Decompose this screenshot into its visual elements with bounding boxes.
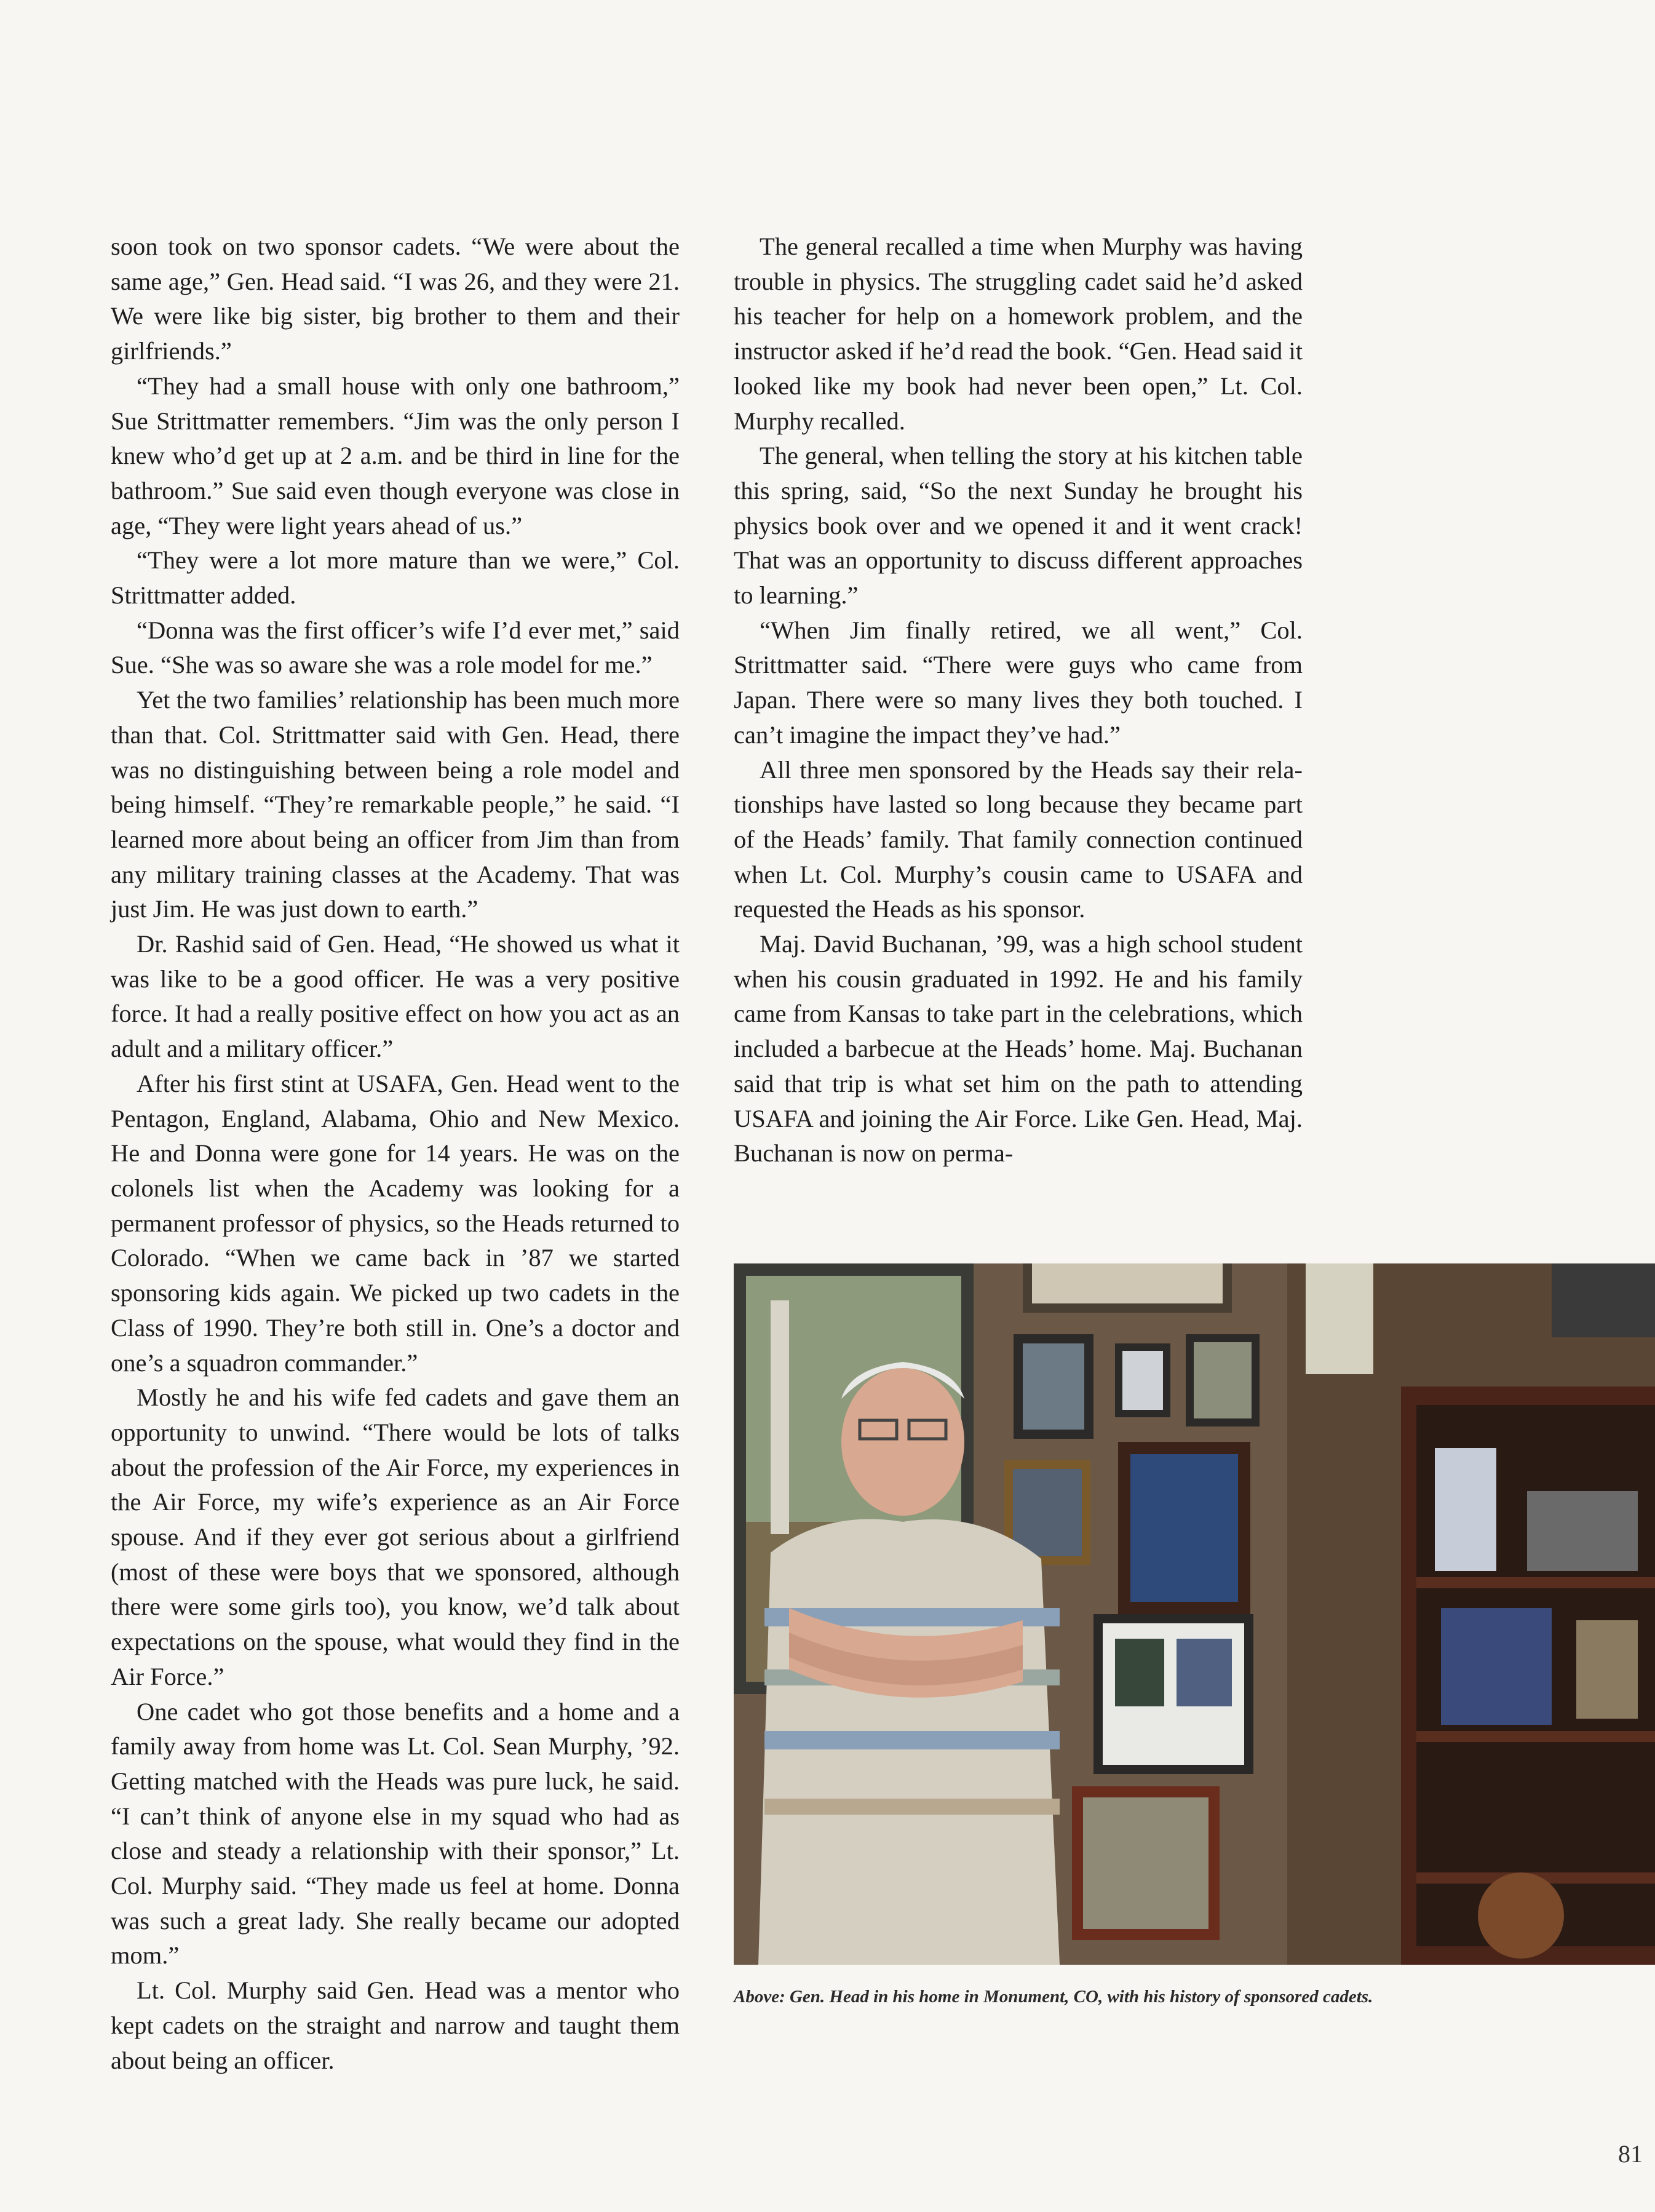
paragraph: The general recalled a time when Murphy was having trouble in physics. The struggling cadet said he’d asked his teacher for help on a homework problem, and the instructor asked if he’d read the book. “Gen. Head said it looked like my book had never been open,” Lt. Col. Murphy recalled. bbox=[734, 233, 1303, 435]
paragraph: One cadet who got those benefits and a home and a family away from home was Lt. Col. Sean Murphy, ’92. Getting matched with the Heads was pure luck, he said. “I can’t think of anyone else in my squad who had as close and steady a relationship with their sponsor,” Lt. Col. Murphy said. “They made us feel at home. Donna was such a great lady. She really became our adopted mom.” bbox=[111, 1697, 680, 1970]
article-column-left bbox=[111, 229, 680, 2078]
paragraph: “They were a lot more mature than we were,” Col. Strittmatter added. bbox=[111, 546, 680, 610]
page-number: 81 bbox=[1618, 2140, 1643, 2168]
paragraph: Yet the two families’ relationship has been much more than that. Col. Strittmatter said with Gen. Head, there was no distinguishing between being a role model and being himself. “They’re remarkable people,” he said. “I learned more about being an officer from Jim than from any military training classes at the Academy. That was just Jim. He was just down to earth.” bbox=[111, 686, 680, 923]
paragraph: Mostly he and his wife fed cadets and gave them an opportunity to unwind. “There would be lots of talks about the profession of the Air Force, my experiences in the Air Force, my wife’s experience as an Air Force spouse. And if they ever got serious about a girlfriend (most of these were boys that we sponsored, although there were some girls too), you know, we’d talk about expectations on the spouse, what would they find in the Air Force.” bbox=[111, 1383, 680, 1690]
paragraph: The general, when telling the story at his kitchen table this spring, said, “So the next Sunday he brought his physics book over and we opened it and it went crack! That was an opportunity to discuss different approaches to learning.” bbox=[734, 442, 1303, 610]
paragraph: “When Jim finally retired, we all went,” Col. Strittmatter said. “There were guys who came from Japan. There were so many lives they both touched. I can’t imagine the impact they’ve had.” bbox=[734, 616, 1303, 749]
paragraph: Lt. Col. Murphy said Gen. Head was a mentor who kept cadets on the straight and narrow and taught them about being an officer. bbox=[111, 1976, 680, 2074]
paragraph: All three men sponsored by the Heads say their relationships have lasted so long because they became part of the Heads’ family. That family connection continued when Lt. Col. Murphy’s cousin came to USAFA and requested the Heads as his sponsor. bbox=[734, 755, 1303, 923]
paragraph: “Donna was the first officer’s wife I’d ever met,” said Sue. “She was so aware she was a role model for me.” bbox=[111, 616, 680, 679]
article-column-right bbox=[734, 229, 1303, 1171]
paragraph: Dr. Rashid said of Gen. Head, “He showed us what it was like to be a good officer. He was a very positive force. It had a really positive effect on how you act as an adult and a military officer.” bbox=[111, 930, 680, 1063]
paragraph: After his first stint at USAFA, Gen. Head went to the Pentagon, England, Alabama, Ohio and New Mexico. He and Donna were gone for 14 years. He was on the colonels list when the Academy was looking for a permanent professor of physics, so the Heads returned to Colorado. “When we came back in ’87 we started sponsoring kids again. We picked up two cadets in the Class of 1990. They’re both still in. One’s a doctor and one’s a squadron commander.” bbox=[111, 1069, 680, 1377]
paragraph: Maj. David Buchanan, ’99, was a high school student when his cousin graduated in 1992. He and his family came from Kansas to take part in the celebrations, which included a barbecue at the Heads’ home. Maj. Buchanan said that trip is what set him on the path to attending USAFA and joining the Air Force. Like Gen. Head, Maj. Buchanan is now on perma- bbox=[734, 930, 1303, 1168]
paragraph: “They had a small house with only one bathroom,” Sue Strittmatter remembers. “Jim was the only person I knew who’d get up at 2 a.m. and be third in line for the bathroom.” Sue said even though everyone was close in age, “They were light years ahead of us.” bbox=[111, 372, 680, 539]
paragraph: soon took on two sponsor cadets. “We were about the same age,” Gen. Head said. “I was 26, and they were 21. We were like big sister, big brother to them and their girlfriends.” bbox=[111, 233, 680, 365]
photo-general-head-at-home bbox=[734, 1263, 1655, 1965]
photo-illustration bbox=[734, 1263, 1655, 1965]
photo-caption: Above: Gen. Head in his home in Monument, CO, with his history of sponsored cadets. bbox=[734, 1987, 1373, 2007]
